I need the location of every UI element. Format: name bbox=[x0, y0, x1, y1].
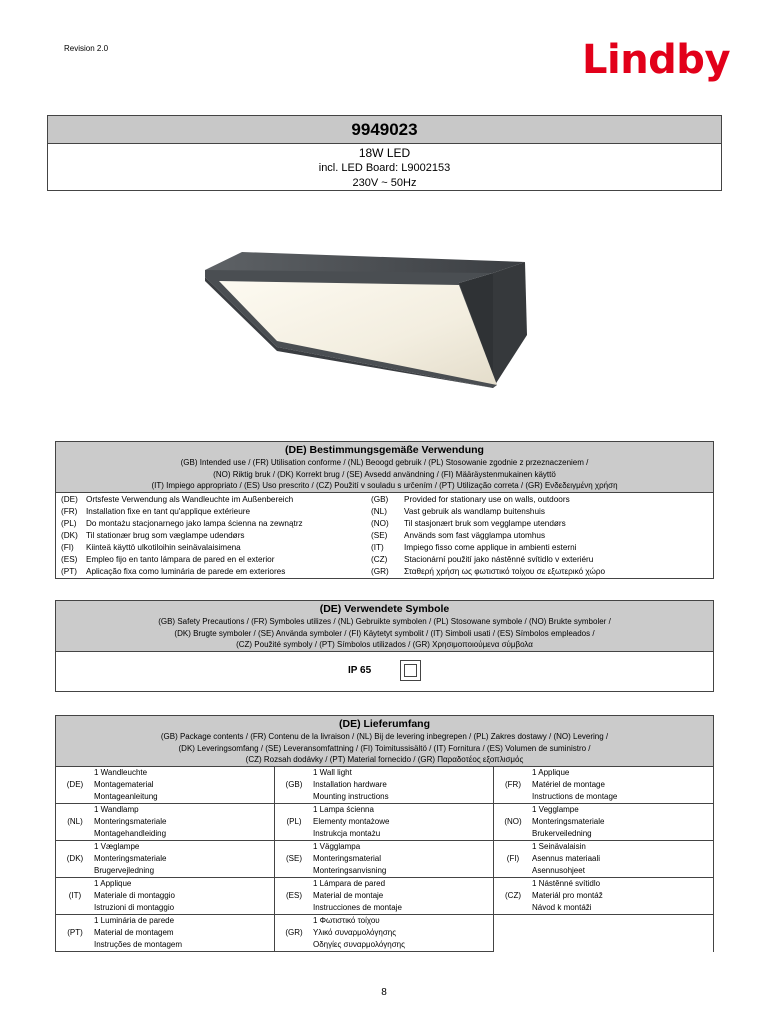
package-cell bbox=[56, 767, 275, 804]
symbols-title: (DE) Verwendete Symbole bbox=[319, 603, 450, 615]
lang-code: (IT) bbox=[371, 542, 384, 552]
intended-use-header bbox=[56, 442, 713, 492]
package-subtitle: (CZ) Rozsah dodávky / (PT) Material fornecido / (GR) Παραδοτέος εξοπλισμός bbox=[245, 755, 524, 764]
lang-code: (FI) bbox=[61, 542, 74, 552]
package-item: 1 Vegglampe bbox=[532, 804, 579, 814]
package-item: Monteringsmaterial bbox=[313, 853, 382, 863]
brand-logo: Lindby bbox=[582, 37, 731, 83]
table-row bbox=[56, 554, 713, 566]
package-item: Asennus materiaali bbox=[532, 853, 601, 863]
package-subtitle: (GB) Package contents / (FR) Contenu de la livraison / (NL) Bij de levering inbegrepen / (PL) Zakres dostawy / (NO) Levering / bbox=[160, 732, 609, 741]
use-text: Stacionární použití jako nástěnné svítidlo v exteriéru bbox=[404, 554, 594, 564]
package-cell bbox=[56, 841, 275, 878]
symbols-subtitle: (CZ) Použité symboly / (PT) Símbolos utilizados / (GR) Χρησιμοποιούμενα σύμβολα bbox=[236, 640, 533, 649]
package-item: 1 Lampa ścienna bbox=[313, 804, 374, 814]
use-text: Används som fast vägglampa utomhus bbox=[404, 530, 546, 540]
package-item: Installation hardware bbox=[313, 779, 387, 789]
package-title: (DE) Lieferumfang bbox=[338, 718, 430, 730]
table-row bbox=[56, 804, 713, 841]
lang-code: (FI) bbox=[506, 854, 520, 863]
lang-code: (GR) bbox=[371, 566, 389, 576]
package-item: Instrukcja montażu bbox=[313, 828, 381, 838]
lang-code: (GR) bbox=[285, 928, 303, 937]
lang-code: (NO) bbox=[371, 518, 389, 528]
package-item: Monteringsmateriale bbox=[532, 816, 605, 826]
package-cell bbox=[275, 878, 494, 915]
package-table bbox=[56, 766, 713, 952]
ip-rating-label: IP 65 bbox=[348, 664, 372, 676]
package-item: Návod k montáži bbox=[532, 902, 592, 912]
lang-code: (IT) bbox=[68, 891, 82, 900]
table-row bbox=[56, 542, 713, 554]
package-item: Montagematerial bbox=[94, 779, 154, 789]
package-item: Instrucciones de montaje bbox=[313, 902, 402, 912]
package-cell bbox=[275, 804, 494, 841]
use-text: Vast gebruik als wandlamp buitenshuis bbox=[404, 506, 545, 516]
package-item: Materiale di montaggio bbox=[94, 890, 175, 900]
table-row bbox=[56, 566, 713, 578]
package-item: Matériel de montage bbox=[532, 779, 605, 789]
package-item: Istruzioni di montaggio bbox=[94, 902, 175, 912]
lang-code: (FR) bbox=[505, 780, 521, 789]
revision-label: Revision 2.0 bbox=[64, 44, 109, 53]
package-item: Mounting instructions bbox=[313, 791, 389, 801]
lang-code: (DK) bbox=[61, 530, 78, 540]
product-info-box bbox=[47, 115, 722, 191]
use-text: Do montażu stacjonarnego jako lampa ścienna na zewnątrz bbox=[86, 518, 303, 528]
package-item: 1 Wandlamp bbox=[94, 804, 139, 814]
package-item: Material de montaje bbox=[313, 890, 384, 900]
lang-code: (NO) bbox=[504, 817, 522, 826]
package-item: 1 Nástěnné svítidlo bbox=[532, 878, 601, 888]
use-text: Aplicação fixa como luminária de parede em exteriores bbox=[86, 566, 286, 576]
package-item: 1 Vägglampa bbox=[313, 841, 361, 851]
product-voltage: 230V ~ 50Hz bbox=[352, 177, 417, 189]
table-row bbox=[56, 915, 713, 952]
package-subtitle: (DK) Leveringsomfang / (SE) Leveransomfattning / (FI) Toimitussisältö / (IT) Fornitura / (ES) Volumen de suministro / bbox=[178, 743, 591, 753]
intended-use-title: (DE) Bestimmungsgemäße Verwendung bbox=[285, 444, 484, 456]
package-item: Montagehandleiding bbox=[94, 828, 167, 838]
package-item: Instructions de montage bbox=[532, 791, 618, 801]
intended-use-section bbox=[55, 441, 714, 579]
package-item: 1 Φωτιστικό τοίχου bbox=[313, 915, 380, 925]
lang-code: (DE) bbox=[61, 494, 78, 504]
lang-code: (NL) bbox=[67, 817, 83, 826]
package-item: Monteringsmateriale bbox=[94, 816, 167, 826]
package-item: Οδηγίες συναρμολόγησης bbox=[313, 939, 405, 949]
table-row bbox=[56, 841, 713, 878]
lang-code: (FR) bbox=[61, 506, 78, 516]
lang-code: (CZ) bbox=[371, 554, 388, 564]
page-number: 8 bbox=[381, 987, 387, 998]
package-item: Instruções de montagem bbox=[94, 939, 183, 949]
package-item: 1 Applique bbox=[94, 878, 132, 888]
table-row bbox=[56, 494, 713, 506]
use-text: Kiinteä käyttö ulkotiloihin seinävalaisimena bbox=[86, 542, 241, 552]
lang-code: (DK) bbox=[66, 854, 84, 863]
package-item: Asennusohjeet bbox=[532, 865, 585, 875]
intended-use-subtitle: (IT) Impiego appropriato / (ES) Uso prescrito / (CZ) Použití v souladu s určením / (PT) Utilização correta / (GR) Ενδεδειγμένη χρήση bbox=[151, 481, 618, 490]
table-row bbox=[56, 506, 713, 518]
package-cell bbox=[494, 878, 713, 915]
class-ii-double-square-icon bbox=[400, 660, 421, 681]
lang-code: (ES) bbox=[286, 891, 302, 900]
lang-code: (GB) bbox=[371, 494, 389, 504]
product-image bbox=[197, 225, 572, 405]
intended-use-subtitle: (NO) Riktig bruk / (DK) Korrekt brug / (SE) Avsedd användning / (FI) Määräystenmukainen käyttö bbox=[213, 469, 556, 479]
product-power: 18W LED bbox=[358, 146, 411, 160]
package-cell bbox=[56, 804, 275, 841]
symbols-subtitle: (GB) Safety Precautions / (FR) Symboles utilizes / (NL) Gebruikte symbolen / (PL) Stosowane symbole / (NO) Brukte symboler / bbox=[158, 617, 611, 626]
lang-code: (PL) bbox=[286, 817, 302, 826]
table-row bbox=[56, 518, 713, 530]
lang-code: (ES) bbox=[61, 554, 78, 564]
table-row bbox=[56, 767, 713, 804]
symbols-body bbox=[56, 651, 713, 691]
package-cell bbox=[56, 915, 275, 952]
package-item: 1 Wall light bbox=[313, 767, 352, 777]
package-item: 1 Applique bbox=[532, 767, 570, 777]
use-text: Til stationær brug som væglampe udendørs bbox=[86, 530, 245, 540]
package-item: 1 Wandleuchte bbox=[94, 767, 148, 777]
lang-code: (NL) bbox=[371, 506, 387, 516]
package-cell bbox=[275, 841, 494, 878]
product-led-board: incl. LED Board: L9002153 bbox=[318, 162, 451, 174]
package-cell bbox=[494, 767, 713, 804]
package-header bbox=[56, 716, 713, 766]
use-text: Impiego fisso come applique in ambienti esterni bbox=[404, 542, 577, 552]
lang-code: (DE) bbox=[66, 780, 84, 789]
package-cell bbox=[494, 804, 713, 841]
package-item: Montageanleitung bbox=[94, 791, 158, 801]
use-text: Σταθερή χρήση ως φωτιστικό τοίχου σε εξωτερικό χώρο bbox=[404, 566, 606, 576]
package-item: Υλικό συναρμολόγησης bbox=[313, 927, 397, 937]
table-row bbox=[56, 530, 713, 542]
package-cell bbox=[56, 878, 275, 915]
symbols-subtitle: (DK) Brugte symboler / (SE) Använda symboler / (FI) Käytetyt symbolit / (IT) Simboli usati / (ES) Símbolos empleados / bbox=[174, 628, 595, 638]
symbols-section bbox=[55, 600, 714, 692]
use-text: Til stasjonært bruk som vegglampe utendørs bbox=[404, 518, 566, 528]
intended-use-table bbox=[56, 492, 713, 578]
product-number: 9949023 bbox=[48, 116, 721, 144]
package-item: Brukerveiledning bbox=[532, 828, 592, 838]
package-item: Brugervejledning bbox=[94, 865, 155, 875]
package-cell bbox=[494, 841, 713, 878]
lang-code: (GB) bbox=[285, 780, 303, 789]
lang-code: (PL) bbox=[61, 518, 77, 528]
intended-use-subtitle: (GB) Intended use / (FR) Utilisation conforme / (NL) Beoogd gebruik / (PL) Stosowanie zgodnie z przeznaczeniem / bbox=[180, 458, 589, 467]
use-text: Installation fixe en tant qu'applique extérieure bbox=[86, 506, 251, 516]
package-contents-section bbox=[55, 715, 714, 952]
package-item: Materiál pro montáž bbox=[532, 890, 603, 900]
package-item: 1 Luminária de parede bbox=[94, 915, 175, 925]
package-item: Monteringsanvisning bbox=[313, 865, 387, 875]
use-text: Provided for stationary use on walls, outdoors bbox=[404, 494, 570, 504]
lang-code: (SE) bbox=[371, 530, 388, 540]
lang-code: (PT) bbox=[67, 928, 83, 937]
empty-cell bbox=[494, 915, 713, 952]
lang-code: (SE) bbox=[286, 854, 302, 863]
lang-code: (PT) bbox=[61, 566, 77, 576]
package-cell bbox=[275, 915, 494, 952]
table-row bbox=[56, 878, 713, 915]
package-cell bbox=[275, 767, 494, 804]
package-item: 1 Seinävalaisin bbox=[532, 841, 586, 851]
use-text: Ortsfeste Verwendung als Wandleuchte im Außenbereich bbox=[86, 494, 294, 504]
package-item: Monteringsmateriale bbox=[94, 853, 167, 863]
package-item: 1 Væglampe bbox=[94, 841, 140, 851]
package-item: Material de montagem bbox=[94, 927, 174, 937]
lang-code: (CZ) bbox=[505, 891, 521, 900]
use-text: Empleo fijo en tanto lámpara de pared en el exterior bbox=[86, 554, 275, 564]
symbols-header bbox=[56, 601, 713, 651]
package-item: Elementy montażowe bbox=[313, 816, 390, 826]
package-item: 1 Lámpara de pared bbox=[313, 878, 386, 888]
